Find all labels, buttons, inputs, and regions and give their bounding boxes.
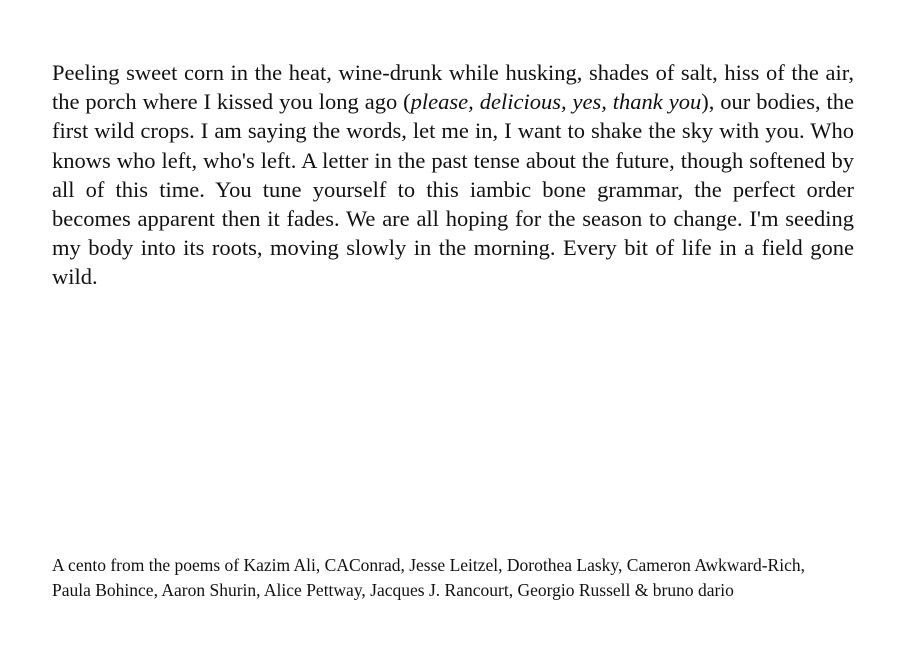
cento-attribution: A cento from the poems of Kazim Ali, CAConrad, Jesse Leitzel, Dorothea Lasky, Cameron Awkward-Rich, Paula Bohince, Aaron Shurin, Alice Pettway, Jacques J. Rancourt, Georgio Russell & bruno dario [52,555,805,600]
poem-text-part2: ), our bodies, the first wild crops. I am saying the words, let me in, I want to shake the sky with you. Who knows who left, who's left. A letter in the past tense about the future, though softened by all of this time. You tune yourself to this iambic bone grammar, the perfect order becomes apparent then it fades. We are all hoping for the season to change. I'm seeding my body into its roots, moving slowly in the morning. Every bit of life in a field gone wild. [52,89,855,290]
poem-italic-phrase: please, delicious, yes, thank you [410,89,702,115]
poem-body [52,58,854,292]
poem-text-part1: Peeling sweet corn in the heat, wine-drunk while husking, shades of salt, hiss of the air, the porch where I kissed you long ago ( [52,60,854,115]
